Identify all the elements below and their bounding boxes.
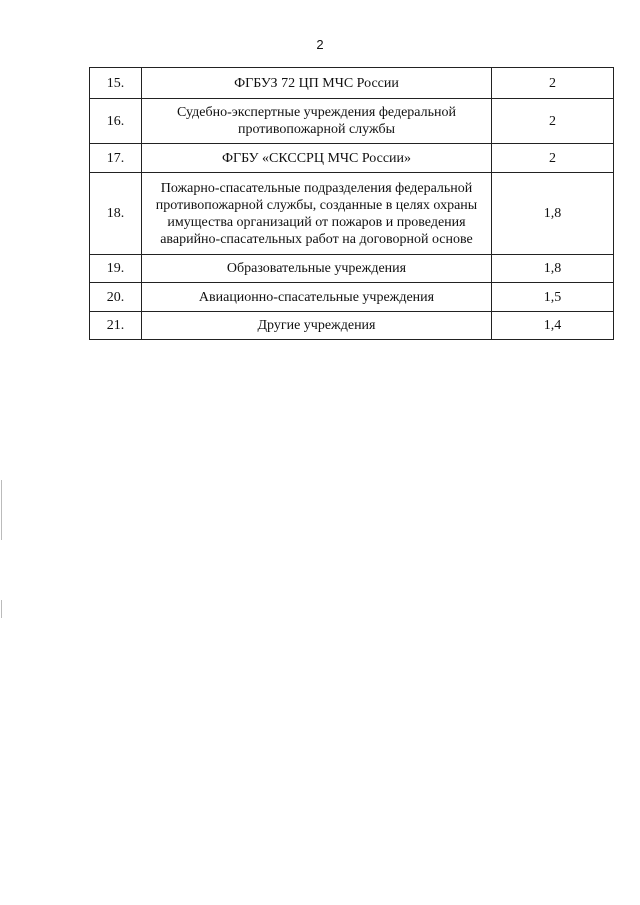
table-row [90, 68, 614, 99]
coefficient-value: 2 [492, 68, 614, 99]
table-row [90, 283, 614, 312]
row-number: 18. [90, 173, 142, 255]
table-row [90, 173, 614, 255]
coefficient-value: 1,8 [492, 173, 614, 255]
coefficient-value: 2 [492, 99, 614, 144]
row-number: 21. [90, 312, 142, 340]
scan-edge-mark [1, 600, 2, 618]
row-number: 19. [90, 255, 142, 283]
rates-table [89, 67, 614, 340]
coefficient-value: 1,5 [492, 283, 614, 312]
row-number: 20. [90, 283, 142, 312]
row-number: 17. [90, 144, 142, 173]
row-number: 16. [90, 99, 142, 144]
table-row [90, 144, 614, 173]
table-row [90, 255, 614, 283]
institution-name: Другие учреждения [142, 312, 492, 340]
institution-name: Авиационно-спасательные учреждения [142, 283, 492, 312]
table-row [90, 312, 614, 340]
coefficient-value: 1,8 [492, 255, 614, 283]
institution-name: ФГБУЗ 72 ЦП МЧС России [142, 68, 492, 99]
coefficient-value: 2 [492, 144, 614, 173]
institution-name: Пожарно-спасательные подразделения федеральной противопожарной службы, созданные в целях охраны имущества организаций от пожаров и проведения аварийно-спасательных работ на договорной основе [142, 173, 492, 255]
page-number: 2 [316, 37, 324, 52]
row-number: 15. [90, 68, 142, 99]
institution-name: ФГБУ «СКССРЦ МЧС России» [142, 144, 492, 173]
institution-name: Образовательные учреждения [142, 255, 492, 283]
table-row [90, 99, 614, 144]
institution-name: Судебно-экспертные учреждения федеральной противопожарной службы [142, 99, 492, 144]
scan-edge-mark [1, 480, 2, 540]
coefficient-value: 1,4 [492, 312, 614, 340]
